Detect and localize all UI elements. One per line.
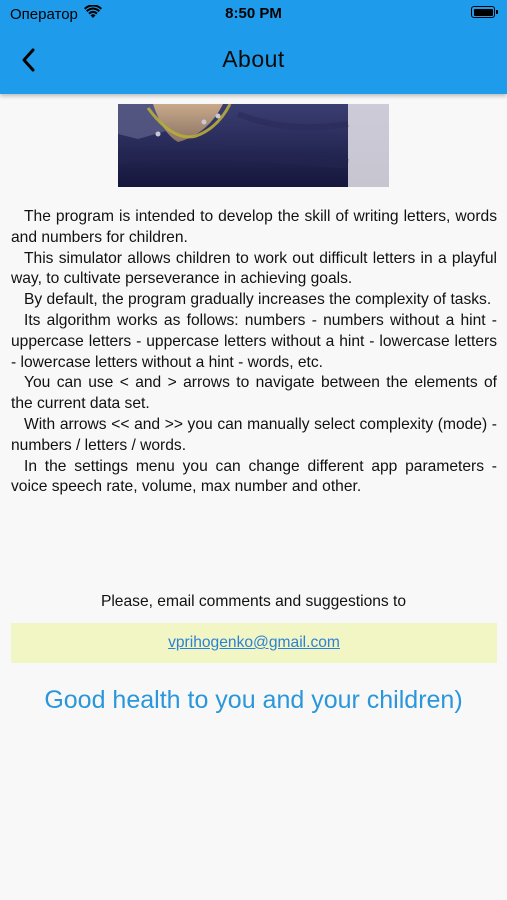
about-paragraph: Its algorithm works as follows: numbers - numbers without a hint - uppercase letters - uppercase letters without a hint - lowercase letters - lowercase letters without a hint - words, etc. [11,311,497,371]
email-prompt: Please, email comments and suggestions to [100,593,407,610]
about-paragraph: You can use < and > arrows to navigate between the elements of the current data set. [11,374,497,413]
greeting-text: Good health to you and your children) [44,686,463,714]
header-photo [118,104,389,187]
about-paragraph: This simulator allows children to work out difficult letters in a playful way, to cultivate perseverance in achieving goals. [11,249,497,288]
about-paragraph: With arrows << and >> you can manually select complexity (mode) - numbers / letters / words. [11,415,497,454]
about-paragraph: In the settings menu you can change different app parameters - voice speech rate, volume, max number and other. [11,457,497,496]
email-box [11,623,497,663]
carrier-name: Оператор [10,5,78,23]
email-link[interactable]: vprihogenko@gmail.com [168,634,340,651]
page-title: About [222,46,285,72]
about-text [11,207,497,498]
battery-icon [471,6,495,18]
status-bar [0,0,507,28]
navigation-bar [0,28,507,94]
about-paragraph: The program is intended to develop the skill of writing letters, words and numbers for children. [11,208,497,246]
status-time: 8:50 PM [225,5,282,22]
about-paragraph: By default, the program gradually increases the complexity of tasks. [24,291,492,309]
app-header [0,0,507,94]
battery-level [474,9,493,16]
